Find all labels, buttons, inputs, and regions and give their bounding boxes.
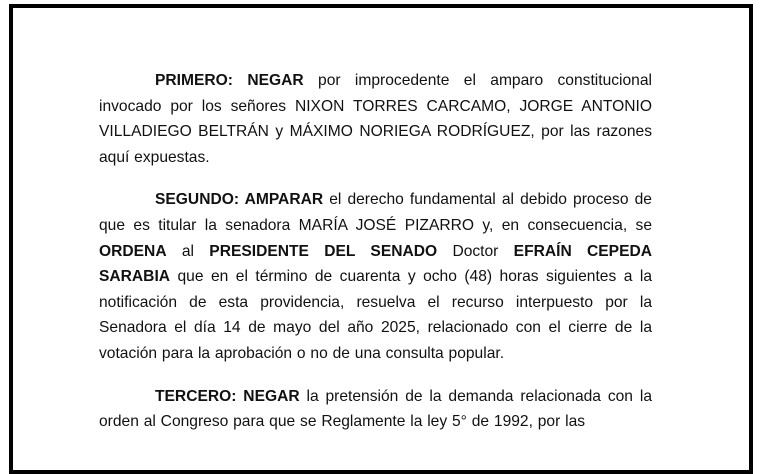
bold-run: ORDENA (99, 242, 167, 260)
text-run: por improcedente el amparo constitucional invocado por los señores NIXON TORRES CARCAMO, JORGE ANTONIO VILLADIEGO BELTRÁN y MÁXIMO NORIEGA RODRÍGUEZ, por las razones aquí expuestas. (99, 72, 652, 166)
bold-run: PRESIDENTE DEL SENADO (209, 242, 438, 260)
bold-run: EFRAÍN CEPEDA SARABIA (99, 242, 652, 286)
bold-run: PRIMERO: NEGAR (155, 72, 304, 89)
paragraph-primero (99, 68, 652, 170)
text-run: Doctor (437, 242, 514, 260)
text-run: la pretensión de la demanda relacionada con la orden al Congreso para que se Reglamente la ley 5° de 1992, por las (99, 387, 652, 431)
text-run: que en el término de cuarenta y ocho (48) horas siguientes a la notificación de esta providencia, resuelva el recurso interpuesto por la Senadora el día 14 de mayo del año 2025, relacionado con el cierre de la votación para la aprobación o no de una consulta popular. (99, 268, 652, 362)
paragraph-tercero (99, 384, 652, 435)
text-run: el derecho fundamental al debido proceso de que es titular la senadora MARÍA JOSÉ PIZARRO y, en consecuencia, se (99, 191, 652, 234)
bold-run: TERCERO: NEGAR (155, 387, 300, 405)
text-run: al (166, 242, 210, 260)
paragraph-segundo (99, 187, 652, 366)
bold-run: SEGUNDO: AMPARAR (155, 191, 324, 209)
document-body (99, 68, 652, 452)
